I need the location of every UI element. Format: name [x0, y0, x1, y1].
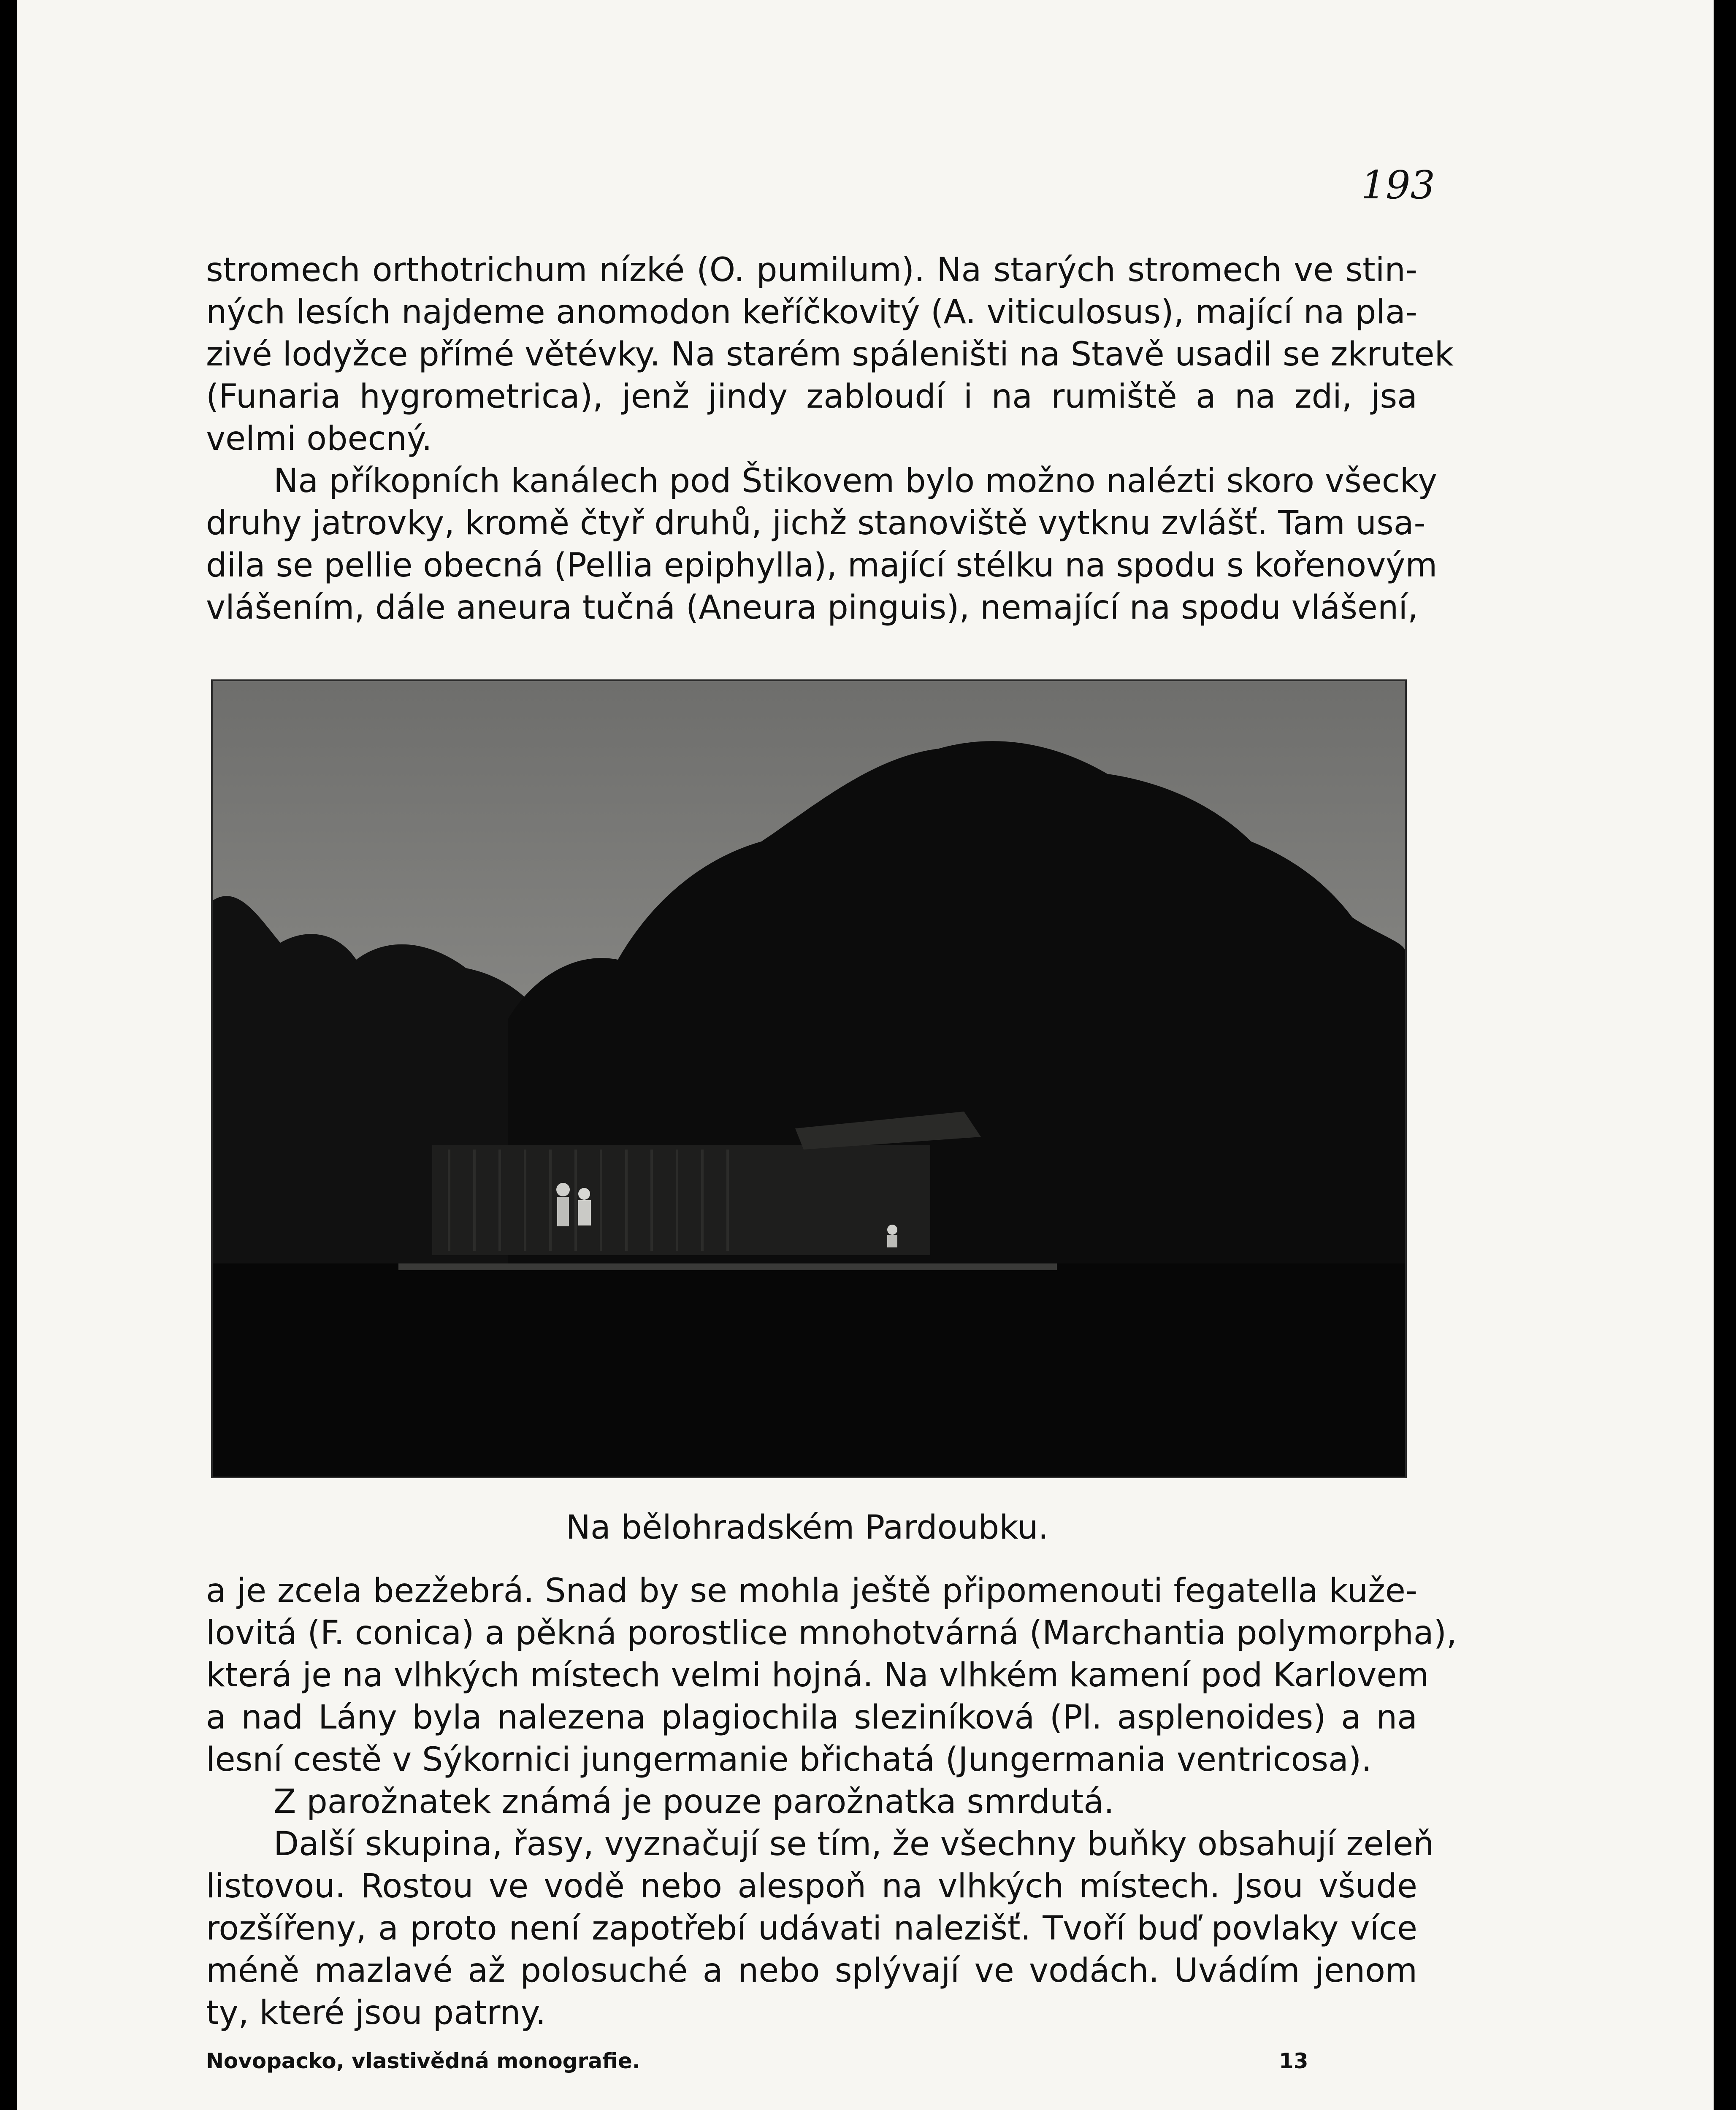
- figure-head: [556, 1183, 570, 1196]
- text-line: rozšířeny, a proto není zapotřebí udávati nalezišť. Tvoří buď povlaky více: [206, 1910, 1417, 1948]
- text-line: méně mazlavé až polosuché a nebo splývají ve vodách. Uvádím jenom: [206, 1952, 1417, 1990]
- footer-title: Novopacko, vlastivědná monografie.: [206, 2049, 640, 2073]
- text-line: která je na vlhkých místech velmi hojná. Na vlhkém kamení pod Karlovem: [206, 1656, 1429, 1694]
- text-line: (Funaria hygrometrica), jenž jindy zabloudí i na rumiště a na zdi, jsa: [206, 378, 1417, 416]
- text-line: Z parožnatek známá je pouze parožnatka smrdutá.: [274, 1783, 1114, 1821]
- text-line: ných lesích najdeme anomodon keříčkovitý (A. viticulosus), mající na pla-: [206, 293, 1417, 331]
- figure-body: [557, 1197, 569, 1226]
- figure-head: [578, 1188, 590, 1200]
- text-block-bottom: [206, 1570, 1457, 2034]
- photo-illustration: [213, 681, 1405, 1477]
- page-number: 193: [1361, 162, 1435, 208]
- text-line: a je zcela bezžebrá. Snad by se mohla ještě připomenouti fegatella kuže-: [206, 1572, 1417, 1610]
- scan-left-edge: [0, 0, 17, 2110]
- text-line: Další skupina, řasy, vyznačují se tím, že všechny buňky obsahují zeleň: [274, 1825, 1434, 1863]
- text-line: Na příkopních kanálech pod Štikovem bylo možno nalézti skoro všecky: [274, 462, 1438, 500]
- text-line: listovou. Rostou ve vodě nebo alespoň na vlhkých místech. Jsou všude: [206, 1867, 1417, 1905]
- photograph-pardoubek: [211, 679, 1407, 1478]
- figure-head: [887, 1225, 897, 1235]
- text-line: dila se pellie obecná (Pellia epiphylla), mající stélku na spodu s kořenovým: [206, 546, 1438, 584]
- figure-body: [887, 1235, 897, 1247]
- ground-shadow: [213, 1263, 1405, 1477]
- figure-body: [578, 1200, 591, 1225]
- text-line: druhy jatrovky, kromě čtyř druhů, jichž stanoviště vytknu zvlášť. Tam usa-: [206, 504, 1426, 542]
- text-line: zivé lodyžce přímé větévky. Na starém spáleništi na Stavě usadil se zkrutek: [206, 335, 1454, 373]
- text-line: stromech orthotrichum nízké (O. pumilum). Na starých stromech ve stin-: [206, 251, 1417, 289]
- pier: [398, 1263, 1057, 1270]
- text-line: ty, které jsou patrny.: [206, 1994, 546, 2032]
- scan-right-edge: [1714, 0, 1736, 2110]
- text-block-top: [206, 249, 1454, 629]
- text-line: velmi obecný.: [206, 420, 432, 458]
- footer-signature-number: 13: [1279, 2049, 1308, 2073]
- photo-caption: Na bělohradském Pardoubku.: [566, 1509, 1049, 1547]
- text-line: vlášením, dále aneura tučná (Aneura pinguis), nemající na spodu vlášení,: [206, 589, 1418, 627]
- text-line: a nad Lány byla nalezena plagiochila sleziníková (Pl. asplenoides) a na: [206, 1699, 1417, 1737]
- text-line: lovitá (F. conica) a pěkná porostlice mnohotvárná (Marchantia polymorpha),: [206, 1614, 1457, 1652]
- text-line: lesní cestě v Sýkornici jungermanie břichatá (Jungermania ventricosa).: [206, 1741, 1372, 1779]
- barn-wall: [432, 1145, 930, 1255]
